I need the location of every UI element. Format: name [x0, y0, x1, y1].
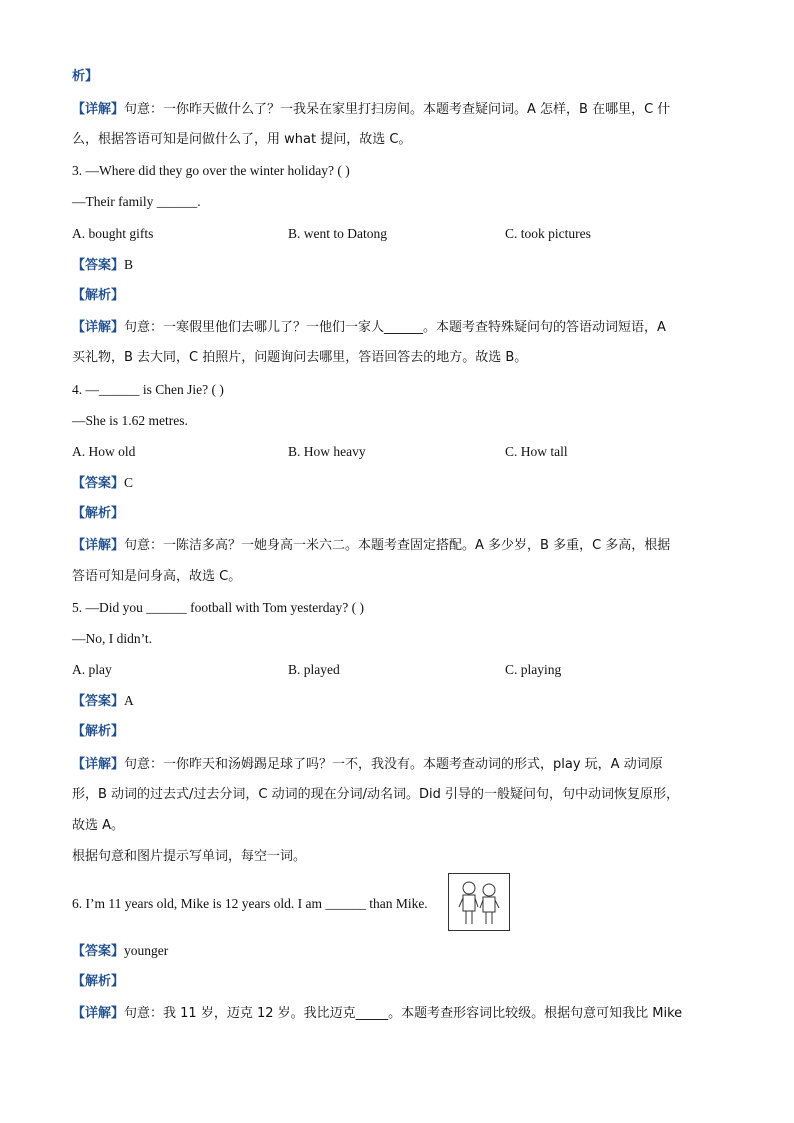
- question-3: 3. —Where did they go over the winter holiday? ( ): [72, 163, 350, 178]
- two-children-icon: [449, 874, 509, 930]
- q3-option-c: C. took pictures: [505, 226, 591, 241]
- q4-answer: [72, 474, 133, 493]
- detail-text: 句意：一你昨天做什么了？一我呆在家里打扫房间。本题考查疑问词。A 怎样，B 在哪里，C 什: [124, 102, 671, 117]
- detail-tag: 【详解】: [72, 1006, 125, 1021]
- q5-answer: [72, 692, 134, 711]
- q4-option-a: A. How old: [72, 444, 136, 459]
- q5-detail-cont: 故选 A。: [72, 818, 125, 833]
- detail-tag: 【详解】: [72, 320, 125, 335]
- question-3-answer-line: —Their family ______.: [72, 194, 201, 209]
- answer-value: A: [124, 693, 134, 708]
- answer-tag: 【答案】: [72, 694, 125, 709]
- q5-option-a: A. play: [72, 662, 112, 677]
- section-instructions: 根据句意和图片提示写单词，每空一词。: [72, 849, 307, 864]
- q5-analysis-tag: 【解析】: [72, 724, 125, 739]
- q4-detail-cont: 答语可知是问身高，故选 C。: [72, 569, 242, 584]
- detail-text: 句意：一寒假里他们去哪儿了？一他们一家人______。本题考查特殊疑问句的答语动词短语，A: [124, 320, 666, 335]
- detail-line: [72, 100, 670, 119]
- q5-option-c: C. playing: [505, 662, 562, 677]
- detail-text: 么，根据答语可知是问做什么了，用 what 提问，故选 C。: [72, 132, 412, 147]
- q3-option-b: B. went to Datong: [288, 226, 387, 241]
- q3-answer: [72, 256, 133, 275]
- detail-text: 句意：一你昨天和汤姆踢足球了吗？一不，我没有。本题考查动词的形式，play 玩，A 动词原: [124, 757, 663, 772]
- detail-tag: 【详解】: [72, 102, 125, 117]
- q4-option-b: B. How heavy: [288, 444, 366, 459]
- question-4-answer-line: —She is 1.62 metres.: [72, 413, 188, 428]
- question-5: 5. —Did you ______ football with Tom yesterday? ( ): [72, 600, 365, 615]
- detail-tag: 【详解】: [72, 757, 125, 772]
- detail-text: 句意：我 11 岁，迈克 12 岁。我比迈克_____。本题考查形容词比较级。根据句意可知我比 Mike: [124, 1006, 683, 1021]
- answer-tag: 【答案】: [72, 944, 125, 959]
- q6-detail: [72, 1004, 682, 1023]
- q5-option-b: B. played: [288, 662, 340, 677]
- question-4: 4. —______ is Chen Jie? ( ): [72, 382, 224, 397]
- question-5-answer-line: —No, I didn’t.: [72, 631, 152, 646]
- q3-detail: [72, 318, 666, 337]
- q6-answer: [72, 942, 168, 961]
- q4-detail: [72, 536, 670, 555]
- answer-value: younger: [124, 943, 169, 958]
- q4-option-c: C. How tall: [505, 444, 568, 459]
- q3-detail-cont: 买礼物，B 去大同，C 拍照片，问题询问去哪里，答语回答去的地方。故选 B。: [72, 350, 528, 365]
- question-6: 6. I’m 11 years old, Mike is 12 years old. I am ______ than Mike.: [72, 896, 428, 911]
- answer-value: B: [124, 257, 134, 272]
- q5-detail-cont: 形，B 动词的过去式/过去分词，C 动词的现在分词/动名词。Did 引导的一般疑问句，句中动词恢复原形，: [72, 787, 680, 802]
- answer-tag: 【答案】: [72, 258, 125, 273]
- detail-text: 句意：一陈洁多高？一她身高一米六二。本题考查固定搭配。A 多少岁，B 多重，C 多高，根据: [124, 538, 671, 553]
- q3-analysis-tag: 【解析】: [72, 288, 125, 303]
- answer-tag: 【答案】: [72, 476, 125, 491]
- detail-tag: 【详解】: [72, 538, 125, 553]
- answer-value: C: [124, 475, 134, 490]
- analysis-tail: 析】: [72, 69, 99, 84]
- q5-detail: [72, 755, 663, 774]
- q6-analysis-tag: 【解析】: [72, 974, 125, 989]
- q4-analysis-tag: 【解析】: [72, 506, 125, 521]
- question-6-picture: [448, 873, 510, 931]
- q3-option-a: A. bought gifts: [72, 226, 154, 241]
